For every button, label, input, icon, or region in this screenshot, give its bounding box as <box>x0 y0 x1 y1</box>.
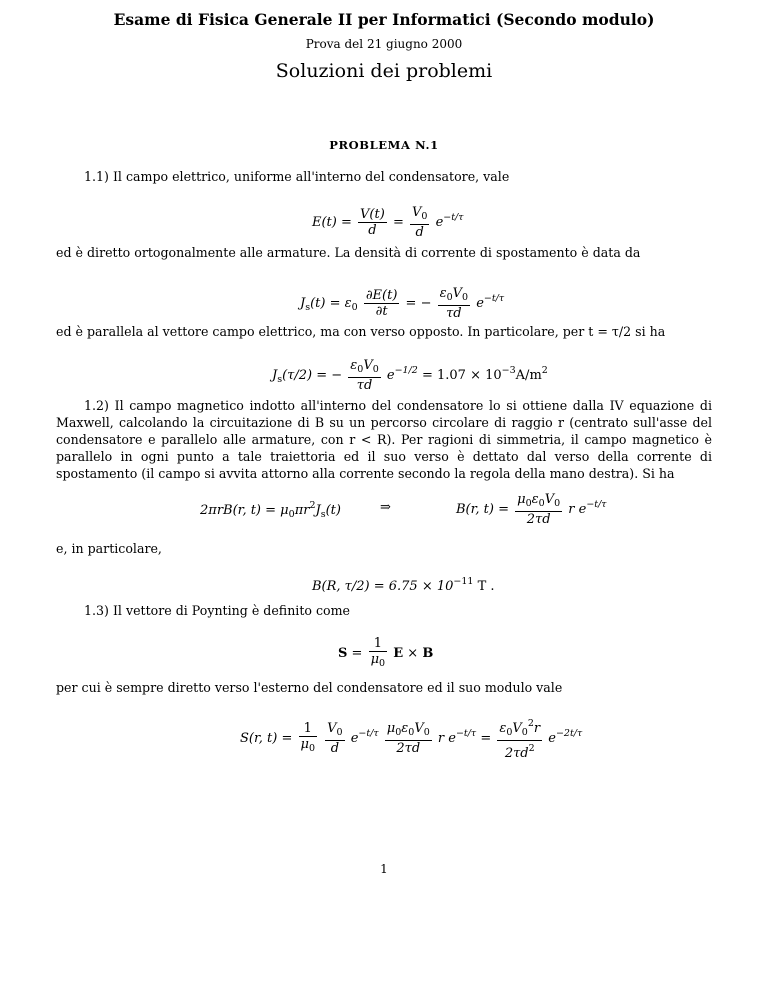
paragraph-1-1: 1.1) Il campo elettrico, uniforme all'interno del condensatore, vale <box>84 169 510 184</box>
equation-b-value: B(R, $\tau/2) = 6.75 \times 10^{-11}$ T . <box>312 576 495 594</box>
paragraph-1-3: 1.3) Il vettore di Poynting è definito come <box>84 603 351 618</box>
equation-electric-field: E(t) = $\frac{V(t)}{d}$ = $\frac{V_0}{d}$ $e^{-t/\tau}$ <box>312 205 464 240</box>
document-title: Esame di Fisica Generale II per Informatici (Secondo modulo) <box>113 10 655 29</box>
equation-displacement-current: $J_s(t) = \varepsilon_0$ $\frac{\partial E(t)}{\partial t}$ = − $\frac{\varepsilon_0V_0}{\tau d}$ $e^{-t/\tau}$ <box>300 286 505 321</box>
equation-poynting-definition: S = $\frac{1}{\mu_0}$ E × B <box>338 636 434 669</box>
equation-magnetic-field: B(r, t) = $\frac{\mu_0\varepsilon_0V_0}{2\tau d}$ r $e^{-t/\tau}$ <box>456 492 607 527</box>
equation-poynting-modulus: S(r, t) = $\frac{1}{\mu_0}$ $\frac{V_0}{d}$ $e^{-t/\tau}$ $\frac{\mu_0\varepsilon_0V_0}{2\tau d}$ r $e^{-t/\tau}$ = $\frac{\varepsilon_0V_0^2r}{2\tau d^2}$ $e^{-2t/\tau}$ <box>240 718 583 761</box>
equation-js-value: $J_s(\tau/2)$ = − $\frac{\varepsilon_0V_0}{\tau d}$ $e^{-1/2} = 1.07 \times 10^{-3}A/m^2$ <box>272 358 548 393</box>
paragraph-1-1c: ed è parallela al vettore campo elettrico, ma con verso opposto. In particolare, per t = τ/2 si ha <box>56 324 666 339</box>
page-number: 1 <box>380 862 388 876</box>
paragraph-1-2: 1.2) Il campo magnetico indotto all'interno del condensatore lo si ottiene dalla IV equazione di Maxwell, calcolando la circuitazione di B su un percorso circolare di raggio r (centrato sull'asse del condensatore e parallelo alle armature, con r < R). Per ragioni di simmetria, il campo magnetico è parallelo in ogni punto a tale traiettoria ed il suo verso è dettato dal verso della corrente di spostamento (il campo si avvita attorno alla corrente secondo la regola della mano destra). Si ha <box>56 398 712 481</box>
exam-date: Prova del 21 giugno 2000 <box>305 37 463 51</box>
paragraph-in-particular: e, in particolare, <box>56 541 162 556</box>
paragraph-1-3b: per cui è sempre diretto verso l'esterno del condensatore ed il suo modulo vale <box>56 680 563 695</box>
paragraph-1-1b: ed è diretto ortogonalmente alle armature. La densità di corrente di spostamento è data da <box>56 245 641 260</box>
equation-ampere-maxwell: 2πrB(r, $t) = \mu_0\pi r^2J_s(t)$ <box>200 500 341 520</box>
js-number: = 1.07 × 10 <box>421 368 502 383</box>
implies-arrow: ⇒ <box>380 500 391 515</box>
document-subtitle: Soluzioni dei problemi <box>275 60 493 82</box>
problem-heading: PROBLEMA N.1 <box>329 138 439 152</box>
